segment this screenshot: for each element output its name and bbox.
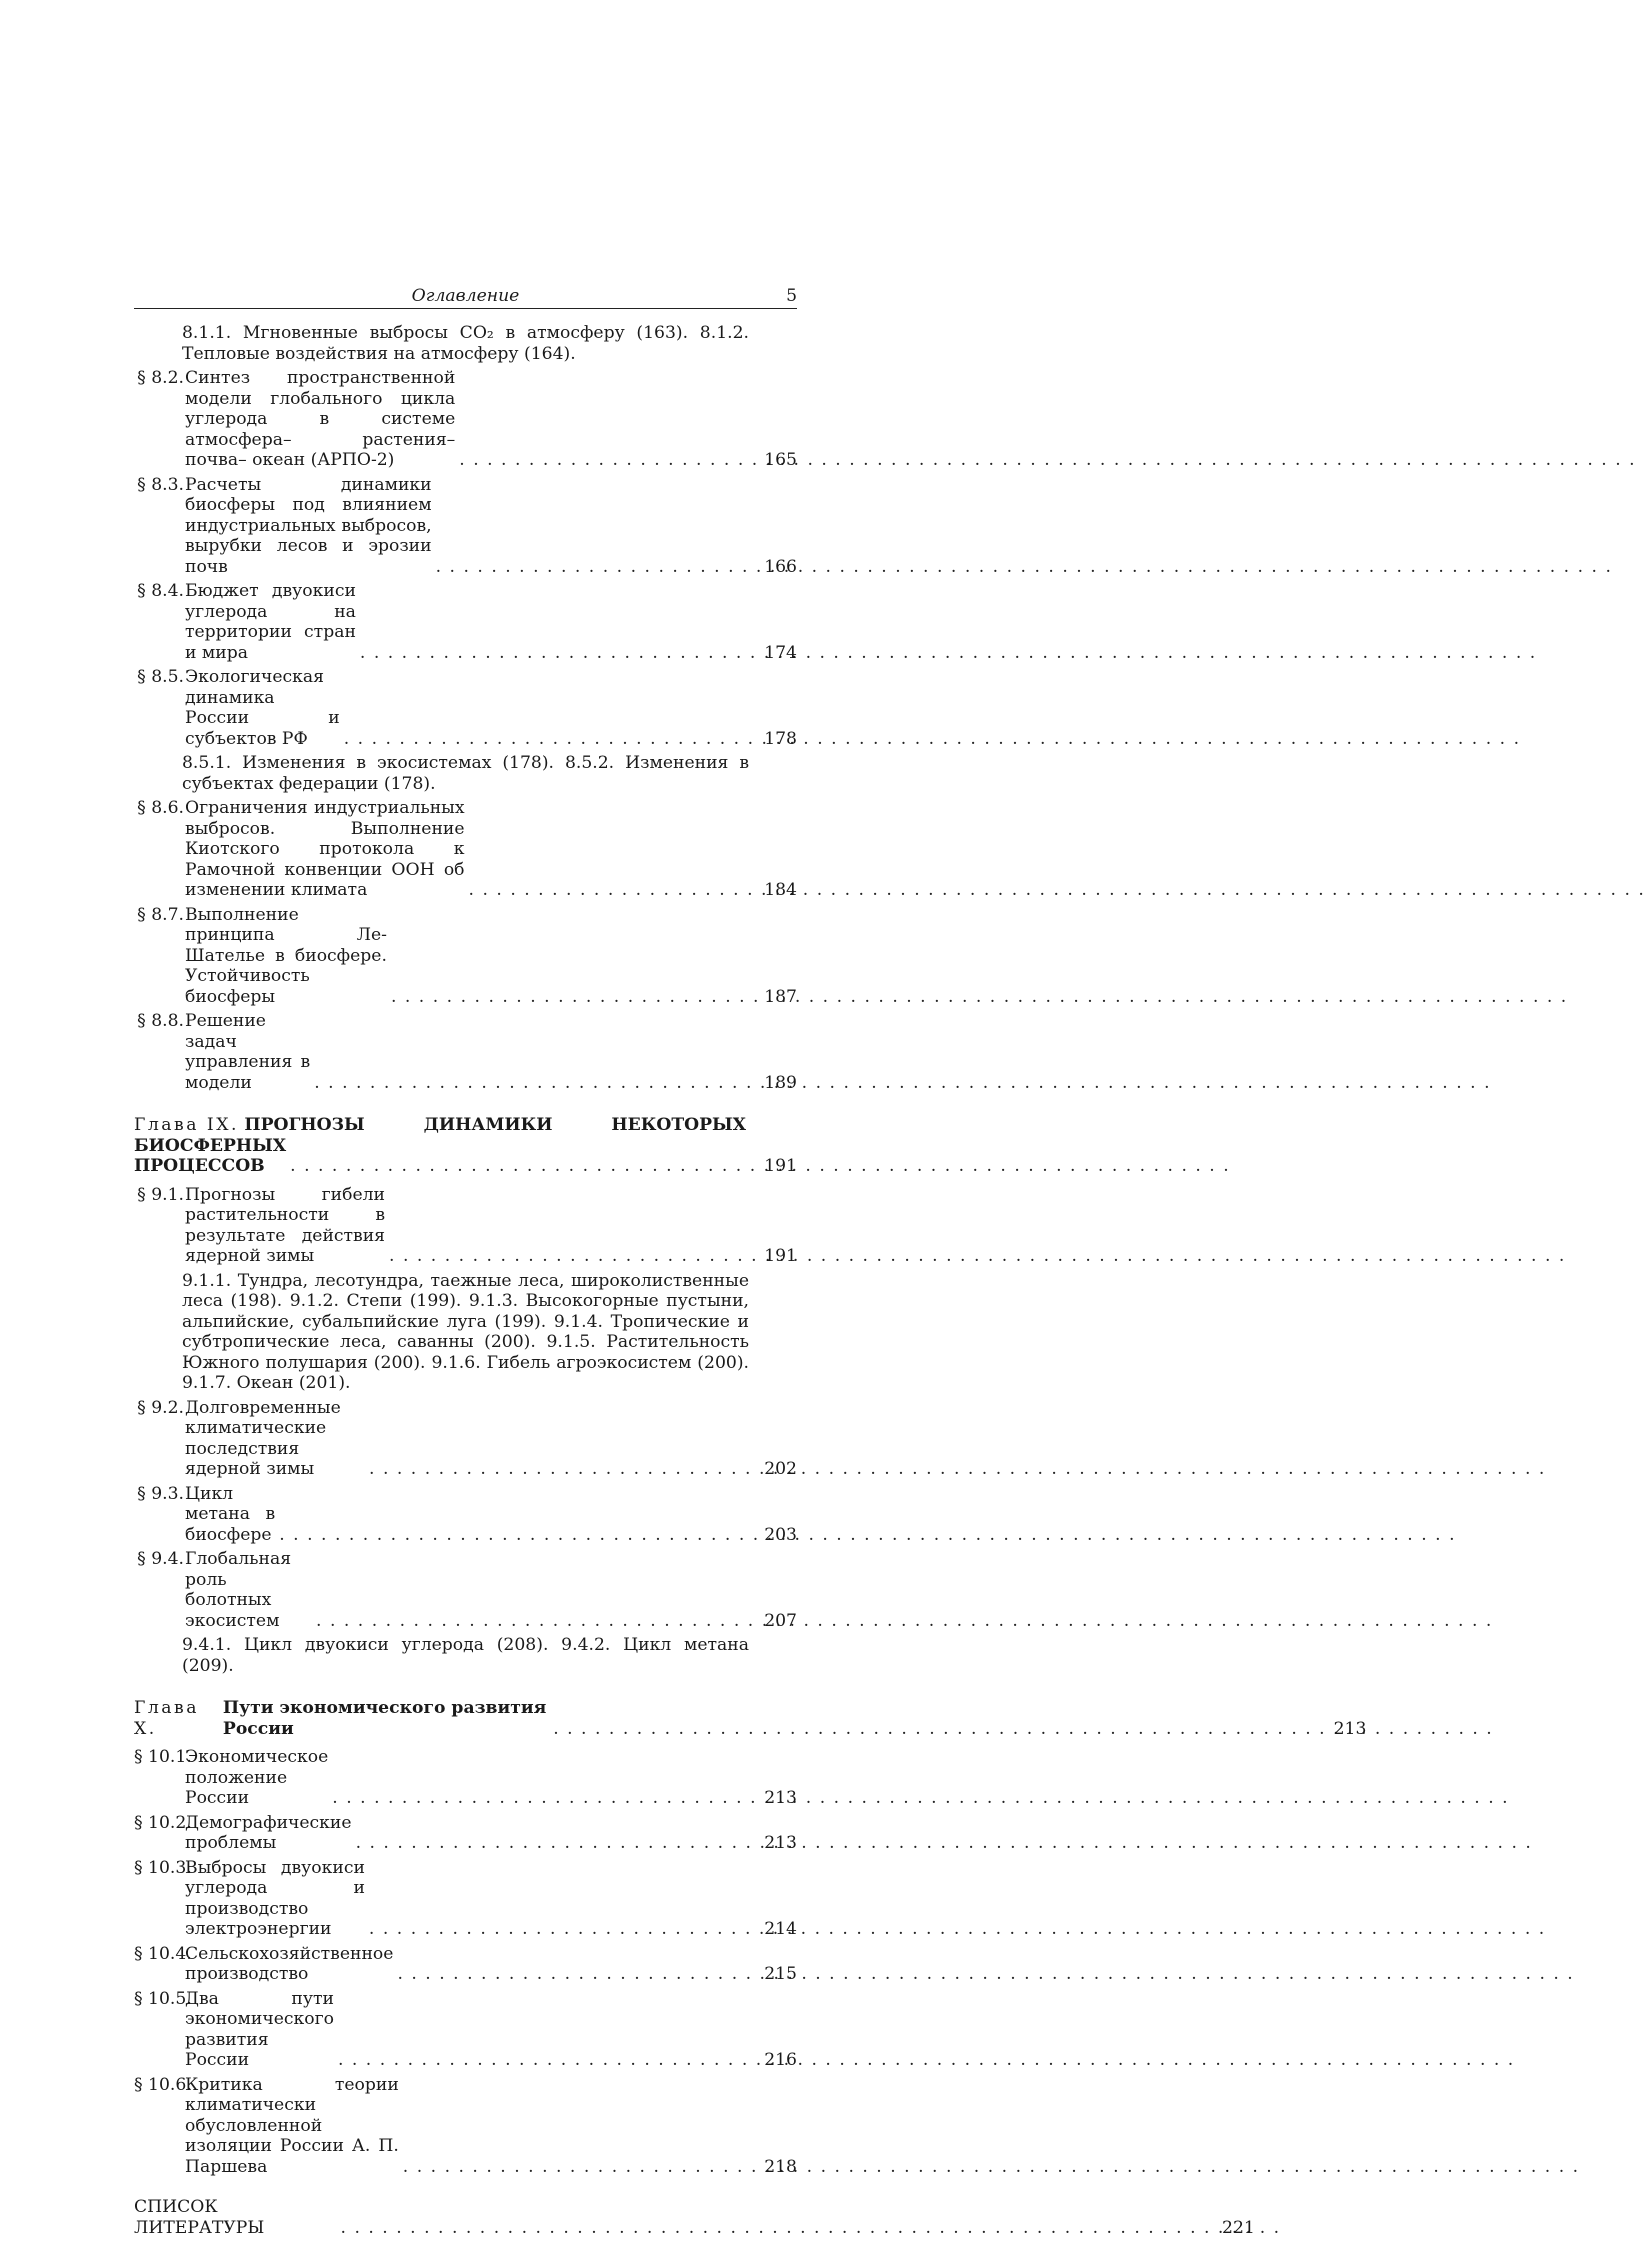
- section-number: § 10.3.: [134, 1857, 192, 1878]
- section-number: § 8.5.: [137, 667, 184, 687]
- chapter-9-label: Глава IX.: [134, 1115, 239, 1135]
- toc-entry[interactable]: [134, 905, 797, 1008]
- section-number: § 9.2.: [137, 1397, 184, 1418]
- section-page: 203: [764, 1524, 797, 1545]
- leader-dots: [356, 1833, 749, 1854]
- leader-dots: [341, 2218, 1207, 2239]
- section-page: 214: [764, 1919, 797, 1939]
- leader-dots: [389, 1246, 749, 1267]
- toc-entry[interactable]: [134, 798, 797, 901]
- section-title: Решение задач управления в модели: [185, 1011, 311, 1093]
- leader-dots: [279, 1525, 749, 1546]
- section-title: Экологическая динамика России и субъектов РФ: [185, 667, 340, 749]
- section-number: § 8.7.: [137, 904, 184, 925]
- section-page: 191: [764, 1246, 797, 1266]
- leader-dots: [397, 1964, 749, 1985]
- toc-entry[interactable]: [134, 1858, 797, 1940]
- section-title: Выбросы двуокиси углерода и производство электроэнергии: [185, 1857, 365, 1939]
- section-page: 213: [764, 1833, 797, 1853]
- subsection-list: 9.1.1. Тундра, лесотундра, таежные леса, широколиственные леса (198). 9.1.2. Степи (199). 9.1.3. Высокогорные пустыни, альпийские, субальпийские луга (199). 9.1.4. Тропические и субтропические леса, саванны (200). 9.1.5. Растительность Южного полушария (200). 9.1.6. Гибель агроэкосистем (200). 9.1.7. Океан (201).: [182, 1270, 749, 1393]
- chapter-10-page: 213: [1333, 1718, 1367, 1739]
- bibliography-entry[interactable]: [134, 2197, 1255, 2238]
- section-number: § 8.8.: [137, 1011, 184, 1031]
- leader-dots: [316, 1611, 749, 1632]
- section-page: 207: [764, 1610, 797, 1631]
- section-title: Цикл метана в биосфере: [185, 1483, 276, 1545]
- chapter-9-title-word: ДИНАМИКИ: [423, 1115, 553, 1135]
- section-page: 174: [764, 642, 797, 663]
- section-title: Критика теории климатически обусловленной изоляции России А. П. Паршева: [185, 2074, 399, 2177]
- toc-entry[interactable]: [134, 1011, 797, 1093]
- leader-dots: [290, 1156, 746, 1177]
- section-title: Бюджет двуокиси углерода на территории стран и мира: [185, 581, 356, 663]
- leader-dots: [360, 643, 749, 664]
- toc-section-9: [134, 1185, 797, 1677]
- subsection-list: 9.4.1. Цикл двуокиси углерода (208). 9.4.2. Цикл метана (209).: [182, 1635, 749, 1676]
- subsection-list: 8.1.1. Мгновенные выбросы CO₂ в атмосферу (163). 8.1.2. Тепловые воздействия на атмосферу (164).: [182, 323, 749, 364]
- section-page: 215: [764, 1964, 797, 1984]
- leader-dots: [436, 557, 749, 578]
- leader-dots: [403, 2157, 749, 2178]
- leader-dots: [369, 1919, 749, 1940]
- section-page: 184: [764, 880, 797, 900]
- chapter-9-page: 191: [764, 1156, 797, 1176]
- section-page: 218: [764, 2156, 797, 2177]
- leader-dots: [369, 1459, 749, 1480]
- section-title: Глобальная роль болотных экосистем: [185, 1549, 292, 1631]
- toc-page: [134, 286, 1367, 2246]
- section-title: Синтез пространственной модели глобального цикла углерода в системе атмосфера– растения– почва– океан (АРПО-2): [185, 368, 456, 470]
- leader-dots: [314, 1073, 749, 1094]
- section-number: § 10.4.: [134, 1943, 192, 1964]
- section-page: 189: [764, 1072, 797, 1093]
- toc-entry[interactable]: [134, 1484, 797, 1546]
- subsection-list: 8.5.1. Изменения в экосистемах (178). 8.5.2. Изменения в субъектах федерации (178).: [182, 753, 749, 794]
- leader-dots: [391, 987, 749, 1008]
- toc-entry[interactable]: [134, 1185, 797, 1267]
- toc-entry[interactable]: [134, 475, 797, 578]
- toc-entry[interactable]: [134, 1549, 797, 1631]
- toc-entry[interactable]: [134, 581, 797, 663]
- section-page: 165: [764, 450, 797, 470]
- chapter-10-heading[interactable]: [134, 1698, 1367, 1739]
- section-title: Экономическое положение России: [185, 1747, 329, 1808]
- toc-entry[interactable]: [134, 368, 797, 471]
- page-number: 5: [786, 286, 797, 306]
- chapter-9-title-word: ПРОГНОЗЫ: [244, 1115, 365, 1135]
- bibliography-title: СПИСОК ЛИТЕРАТУРЫ: [134, 2197, 265, 2238]
- section-number: § 9.4.: [137, 1549, 184, 1569]
- bibliography-page: 221: [1222, 2217, 1255, 2238]
- leader-dots: [553, 1719, 1318, 1740]
- section-title: Два пути экономического развития России: [185, 1988, 334, 2070]
- toc-entry[interactable]: [134, 1944, 797, 1985]
- section-title: Сельскохозяйственное производство: [185, 1943, 394, 1984]
- leader-dots: [338, 2050, 749, 2071]
- toc-entry[interactable]: [134, 667, 797, 749]
- section-page: 166: [764, 556, 797, 577]
- toc-section-10: [134, 1747, 797, 2177]
- section-page: 202: [764, 1459, 797, 1479]
- chapter-9-heading[interactable]: [134, 1115, 797, 1177]
- toc-entry[interactable]: [134, 1989, 797, 2071]
- toc-section-8: [134, 323, 797, 1093]
- section-title: Долговременные климатические последствия ядерной зимы: [185, 1397, 341, 1479]
- section-number: § 8.6.: [137, 798, 184, 818]
- section-title: Демографические проблемы: [185, 1812, 352, 1853]
- running-head-title: Оглавление: [411, 286, 520, 306]
- section-page: 178: [764, 728, 797, 749]
- chapter-9-title-line2: БИОСФЕРНЫХ ПРОЦЕССОВ: [134, 1135, 287, 1176]
- section-number: § 8.2.: [137, 368, 184, 388]
- section-number: § 8.3.: [137, 474, 184, 495]
- toc-entry[interactable]: [134, 1398, 797, 1480]
- leader-dots: [344, 729, 749, 750]
- section-title: Ограничения индустриальных выбросов. Выполнение Киотского протокола к Рамочной конвенции ООН об изменении климата: [185, 798, 465, 900]
- toc-entry[interactable]: [134, 1813, 797, 1854]
- section-title: Выполнение принципа Ле-Шателье в биосфере. Устойчивость биосферы: [185, 904, 387, 1007]
- section-number: § 9.1.: [137, 1184, 184, 1205]
- section-number: § 10.2.: [134, 1812, 192, 1833]
- section-title: Расчеты динамики биосферы под влиянием индустриальных выбросов, вырубки лесов и эрозии почв: [185, 474, 432, 577]
- section-page: 187: [764, 986, 797, 1007]
- leader-dots: [332, 1788, 749, 1809]
- toc-entry[interactable]: [134, 1747, 797, 1809]
- chapter-9-title-word: НЕКОТОРЫХ: [611, 1115, 746, 1135]
- section-number: § 8.4.: [137, 581, 184, 601]
- section-page: 216: [764, 2050, 797, 2070]
- leader-dots: [459, 450, 749, 471]
- section-title: Прогнозы гибели растительности в результате действия ядерной зимы: [185, 1184, 386, 1266]
- toc-entry[interactable]: [134, 2075, 797, 2178]
- leader-dots: [469, 880, 749, 901]
- section-number: § 10.6.: [134, 2074, 192, 2095]
- section-number: § 10.1.: [134, 1747, 192, 1767]
- section-number: § 10.5.: [134, 1988, 192, 2009]
- chapter-10-label: Глава X.: [134, 1698, 199, 1739]
- section-page: 213: [764, 1788, 797, 1808]
- running-head: [134, 286, 797, 309]
- section-number: § 9.3.: [137, 1483, 184, 1504]
- chapter-10-title: Пути экономического развития России: [222, 1698, 547, 1739]
